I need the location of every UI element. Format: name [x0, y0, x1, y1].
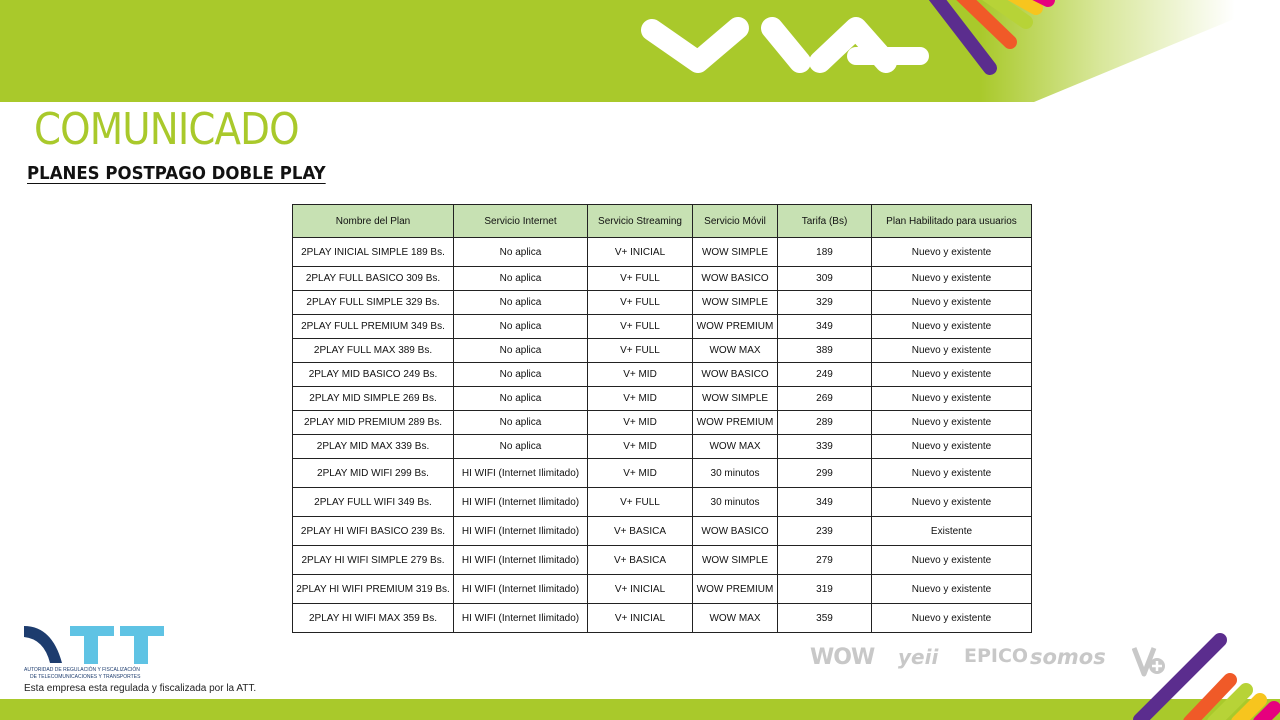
table-row [293, 238, 1032, 267]
decorative-stripes-bottom [1120, 630, 1280, 720]
plan-name-cell: 2PLAY FULL SIMPLE 329 Bs. [293, 291, 454, 315]
column-header-tariff: Tarifa (Bs) [778, 205, 872, 238]
streaming-cell: V+ INICIAL [588, 604, 693, 633]
table-row [293, 291, 1032, 315]
eligibility-cell: Nuevo y existente [872, 459, 1032, 488]
internet-cell: HI WIFI (Internet Ilimitado) [454, 546, 588, 575]
streaming-cell: V+ MID [588, 363, 693, 387]
plan-name-cell: 2PLAY HI WIFI MAX 359 Bs. [293, 604, 454, 633]
eligibility-cell: Nuevo y existente [872, 339, 1032, 363]
tariff-cell: 329 [778, 291, 872, 315]
eligibility-cell: Nuevo y existente [872, 238, 1032, 267]
table-row [293, 387, 1032, 411]
table-row [293, 546, 1032, 575]
svg-text:DE TELECOMUNICACIONES Y TRANSP: DE TELECOMUNICACIONES Y TRANSPORTES [30, 674, 141, 680]
plan-name-cell: 2PLAY MID SIMPLE 269 Bs. [293, 387, 454, 411]
streaming-cell: V+ FULL [588, 339, 693, 363]
mobile-cell: WOW SIMPLE [693, 238, 778, 267]
mobile-cell: WOW SIMPLE [693, 546, 778, 575]
tariff-cell: 309 [778, 267, 872, 291]
plan-name-cell: 2PLAY HI WIFI PREMIUM 319 Bs. [293, 575, 454, 604]
wow-logo: WOW [810, 645, 875, 670]
internet-cell: HI WIFI (Internet Ilimitado) [454, 604, 588, 633]
internet-cell: No aplica [454, 291, 588, 315]
eligibility-cell: Nuevo y existente [872, 546, 1032, 575]
tariff-cell: 319 [778, 575, 872, 604]
eligibility-cell: Nuevo y existente [872, 291, 1032, 315]
internet-cell: No aplica [454, 387, 588, 411]
plan-name-cell: 2PLAY INICIAL SIMPLE 189 Bs. [293, 238, 454, 267]
column-header-plan-name: Nombre del Plan [293, 205, 454, 238]
internet-cell: HI WIFI (Internet Ilimitado) [454, 488, 588, 517]
eligibility-cell: Nuevo y existente [872, 604, 1032, 633]
page-title: COMUNICADO [34, 104, 299, 155]
tariff-cell: 299 [778, 459, 872, 488]
internet-cell: HI WIFI (Internet Ilimitado) [454, 459, 588, 488]
eligibility-cell: Nuevo y existente [872, 488, 1032, 517]
plan-name-cell: 2PLAY MID WIFI 299 Bs. [293, 459, 454, 488]
tariff-cell: 389 [778, 339, 872, 363]
eligibility-cell: Nuevo y existente [872, 315, 1032, 339]
mobile-cell: WOW MAX [693, 339, 778, 363]
mobile-cell: WOW MAX [693, 435, 778, 459]
tariff-cell: 339 [778, 435, 872, 459]
tariff-cell: 349 [778, 315, 872, 339]
table-header-row [293, 205, 1032, 238]
internet-cell: No aplica [454, 339, 588, 363]
streaming-cell: V+ MID [588, 459, 693, 488]
eligibility-cell: Nuevo y existente [872, 363, 1032, 387]
streaming-cell: V+ BASICA [588, 517, 693, 546]
column-header-internet: Servicio Internet [454, 205, 588, 238]
mobile-cell: WOW BASICO [693, 517, 778, 546]
streaming-cell: V+ BASICA [588, 546, 693, 575]
table-row [293, 575, 1032, 604]
table-row [293, 604, 1032, 633]
internet-cell: No aplica [454, 267, 588, 291]
svg-text:AUTORIDAD DE REGULACIÓN Y FISC: AUTORIDAD DE REGULACIÓN Y FISCALIZACIÓN [24, 667, 140, 673]
att-regulation-note: Esta empresa esta regulada y fiscalizada por la ATT. [24, 683, 257, 694]
eligibility-cell: Nuevo y existente [872, 435, 1032, 459]
streaming-cell: V+ MID [588, 435, 693, 459]
tariff-cell: 269 [778, 387, 872, 411]
mobile-cell: 30 minutos [693, 459, 778, 488]
eligibility-cell: Existente [872, 517, 1032, 546]
mobile-cell: WOW PREMIUM [693, 315, 778, 339]
mobile-cell: WOW MAX [693, 604, 778, 633]
plan-name-cell: 2PLAY FULL BASICO 309 Bs. [293, 267, 454, 291]
mobile-cell: WOW SIMPLE [693, 387, 778, 411]
streaming-cell: V+ MID [588, 387, 693, 411]
plan-name-cell: 2PLAY MID PREMIUM 289 Bs. [293, 411, 454, 435]
mobile-cell: WOW BASICO [693, 267, 778, 291]
plan-name-cell: 2PLAY HI WIFI BASICO 239 Bs. [293, 517, 454, 546]
mobile-cell: WOW SIMPLE [693, 291, 778, 315]
plan-name-cell: 2PLAY FULL PREMIUM 349 Bs. [293, 315, 454, 339]
epico-logo: EPICO [964, 645, 1029, 667]
column-header-eligibility: Plan Habilitado para usuarios [872, 205, 1032, 238]
streaming-cell: V+ INICIAL [588, 238, 693, 267]
table-row [293, 435, 1032, 459]
decorative-stripes-top [900, 0, 1070, 110]
att-logo-icon [22, 623, 172, 683]
plan-name-cell: 2PLAY MID MAX 339 Bs. [293, 435, 454, 459]
plan-name-cell: 2PLAY FULL WIFI 349 Bs. [293, 488, 454, 517]
tariff-cell: 359 [778, 604, 872, 633]
table-row [293, 363, 1032, 387]
table-row [293, 267, 1032, 291]
internet-cell: No aplica [454, 363, 588, 387]
tariff-cell: 289 [778, 411, 872, 435]
streaming-cell: V+ FULL [588, 291, 693, 315]
eligibility-cell: Nuevo y existente [872, 411, 1032, 435]
eligibility-cell: Nuevo y existente [872, 387, 1032, 411]
plan-name-cell: 2PLAY MID BASICO 249 Bs. [293, 363, 454, 387]
eligibility-cell: Nuevo y existente [872, 575, 1032, 604]
eligibility-cell: Nuevo y existente [872, 267, 1032, 291]
streaming-cell: V+ INICIAL [588, 575, 693, 604]
mobile-cell: WOW BASICO [693, 363, 778, 387]
internet-cell: HI WIFI (Internet Ilimitado) [454, 575, 588, 604]
tariff-cell: 349 [778, 488, 872, 517]
table-row [293, 339, 1032, 363]
column-header-mobile: Servicio Móvil [693, 205, 778, 238]
column-header-streaming: Servicio Streaming [588, 205, 693, 238]
tariff-cell: 279 [778, 546, 872, 575]
streaming-cell: V+ MID [588, 411, 693, 435]
table-row [293, 488, 1032, 517]
table-row [293, 459, 1032, 488]
somos-logo: somos [1030, 645, 1106, 669]
streaming-cell: V+ FULL [588, 488, 693, 517]
plans-table [292, 204, 1032, 633]
plan-name-cell: 2PLAY FULL MAX 389 Bs. [293, 339, 454, 363]
plan-name-cell: 2PLAY HI WIFI SIMPLE 279 Bs. [293, 546, 454, 575]
internet-cell: No aplica [454, 435, 588, 459]
internet-cell: HI WIFI (Internet Ilimitado) [454, 517, 588, 546]
footer-band [0, 699, 1280, 720]
yeii-logo: yeii [898, 645, 939, 669]
internet-cell: No aplica [454, 411, 588, 435]
internet-cell: No aplica [454, 315, 588, 339]
streaming-cell: V+ FULL [588, 267, 693, 291]
tariff-cell: 239 [778, 517, 872, 546]
page-subtitle: PLANES POSTPAGO DOBLE PLAY [27, 163, 326, 184]
mobile-cell: WOW PREMIUM [693, 575, 778, 604]
tariff-cell: 189 [778, 238, 872, 267]
tariff-cell: 249 [778, 363, 872, 387]
internet-cell: No aplica [454, 238, 588, 267]
table-row [293, 411, 1032, 435]
mobile-cell: WOW PREMIUM [693, 411, 778, 435]
table-row [293, 517, 1032, 546]
streaming-cell: V+ FULL [588, 315, 693, 339]
mobile-cell: 30 minutos [693, 488, 778, 517]
table-row [293, 315, 1032, 339]
